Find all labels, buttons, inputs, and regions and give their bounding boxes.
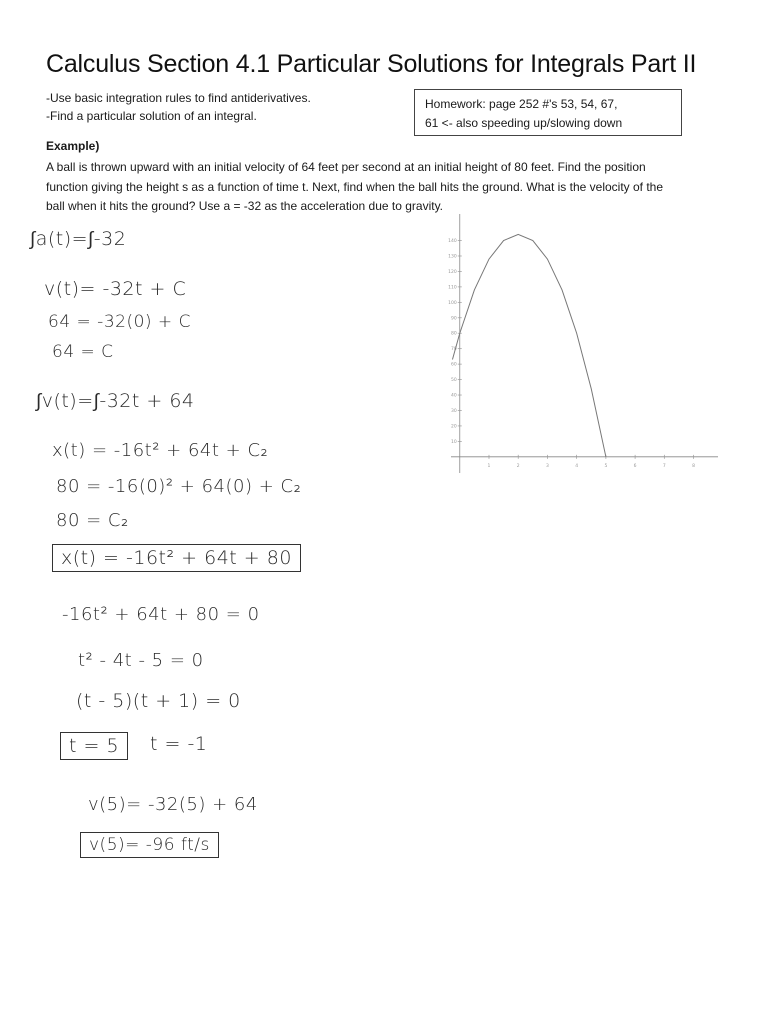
homework-line: Homework: page 252 #'s 53, 54, 67, xyxy=(425,97,618,111)
y-tick-label: 90 xyxy=(451,316,457,322)
y-tick-label: 80 xyxy=(451,331,457,337)
x-tick-label: 3 xyxy=(545,463,549,469)
work-line-velocity-constant: 64 = C xyxy=(52,342,114,362)
y-tick-label: 60 xyxy=(451,362,457,368)
work-line-position-constant: 80 = C₂ xyxy=(56,510,129,531)
work-line-factored: (t - 5)(t + 1) = 0 xyxy=(76,690,241,712)
problem-statement xyxy=(46,158,726,217)
homework-line: 61 <- also speeding up/slowing down xyxy=(425,116,623,130)
rejected-time-solution: t = -1 xyxy=(150,733,208,755)
x-tick-label: 4 xyxy=(575,463,579,469)
problem-line: ball when it hits the ground? Use a = -32 as the acceleration due to gravity. xyxy=(46,199,444,213)
y-tick-label: 110 xyxy=(448,285,457,291)
y-tick-label: 20 xyxy=(451,424,457,430)
y-tick-label: 30 xyxy=(451,408,457,414)
y-tick-label: 120 xyxy=(448,269,457,275)
work-line-simplified: t² - 4t - 5 = 0 xyxy=(78,650,204,671)
homework-box xyxy=(414,89,682,136)
work-line-velocity-general: v(t)= -32t + C xyxy=(44,278,187,300)
y-tick-label: 50 xyxy=(451,378,457,384)
work-line-integral-velocity: ∫v(t)=∫-32t + 64 xyxy=(36,390,195,412)
work-line-position-substitution: 80 = -16(0)² + 64(0) + C₂ xyxy=(56,476,302,497)
work-line-set-zero: -16t² + 64t + 80 = 0 xyxy=(62,604,260,625)
position-function-boxed: x(t) = -16t² + 64t + 80 xyxy=(52,544,301,572)
objectives-list xyxy=(46,89,311,125)
x-tick-label: 2 xyxy=(516,463,520,469)
problem-line: A ball is thrown upward with an initial velocity of 64 feet per second at an initial height of 80 feet. Find the position xyxy=(46,160,646,174)
y-tick-label: 10 xyxy=(451,439,457,445)
page-title: Calculus Section 4.1 Particular Solutions for Integrals Part II xyxy=(46,50,697,78)
x-tick-label: 5 xyxy=(604,463,608,469)
x-tick-label: 1 xyxy=(487,463,491,469)
y-tick-label: 140 xyxy=(448,239,457,245)
problem-line: function giving the height s as a function of time t. Next, find when the ball hits the ground. What is the velocity of the xyxy=(46,179,664,194)
x-tick-label: 8 xyxy=(692,463,695,469)
y-tick-label: 100 xyxy=(448,300,457,306)
work-line-velocity-at-5: v(5)= -32(5) + 64 xyxy=(88,794,258,815)
final-velocity-boxed: v(5)= -96 ft/s xyxy=(80,832,219,858)
position-graph xyxy=(445,212,720,477)
objective-item: -Use basic integration rules to find antiderivatives. xyxy=(46,91,311,105)
work-line-velocity-substitution: 64 = -32(0) + C xyxy=(48,312,191,332)
position-curve xyxy=(452,234,605,456)
objective-item: -Find a particular solution of an integral. xyxy=(46,109,257,123)
y-tick-label: 130 xyxy=(448,254,457,260)
x-tick-label: 6 xyxy=(633,463,637,469)
time-solution-boxed: t = 5 xyxy=(60,732,128,760)
x-tick-label: 7 xyxy=(662,463,666,469)
work-line-integral-acceleration: ∫a(t)=∫-32 xyxy=(30,228,127,250)
work-line-position-general: x(t) = -16t² + 64t + C₂ xyxy=(52,440,269,461)
y-tick-label: 40 xyxy=(451,393,457,399)
y-tick-label: 70 xyxy=(451,347,457,353)
example-label: Example) xyxy=(46,139,100,153)
